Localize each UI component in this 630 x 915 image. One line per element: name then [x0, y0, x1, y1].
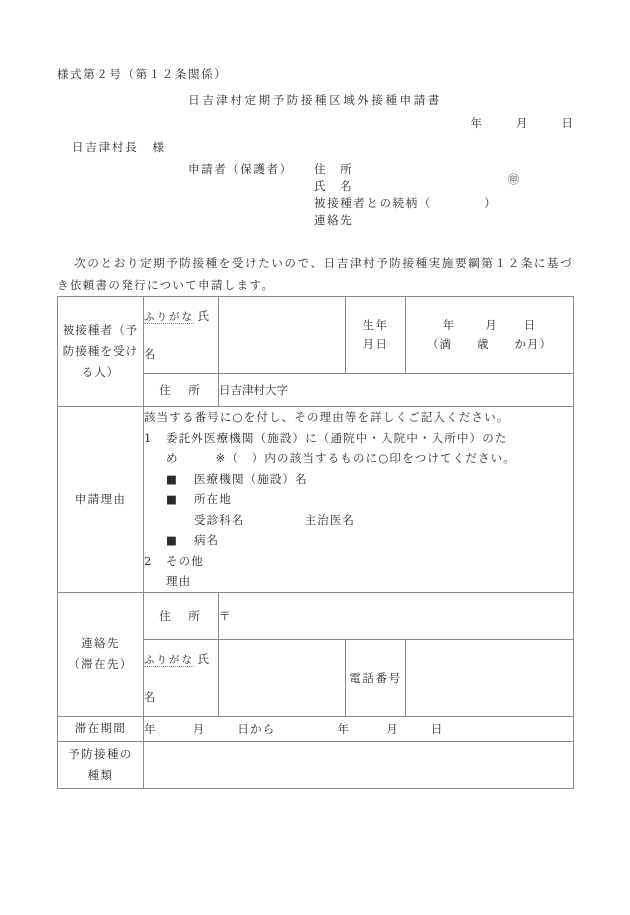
postal-code-symbol-icon: 〒	[219, 608, 232, 623]
bullet-square-icon-3: ■	[166, 533, 179, 547]
stay-from-month: 月	[192, 721, 206, 736]
table-row-stay-period	[58, 716, 574, 741]
recipient-dob-label-line1: 生年	[362, 318, 389, 332]
reason-item1-number: 1	[144, 430, 153, 445]
reason-item1-note-line	[144, 448, 573, 469]
vaccine-type-label-line1: 予防接種の	[68, 746, 133, 761]
vaccine-type-label-line2: 種類	[87, 767, 114, 782]
reason-item2	[144, 551, 573, 572]
recipient-name-input-cell[interactable]	[219, 297, 346, 374]
application-table	[57, 296, 574, 789]
date-line	[0, 115, 573, 131]
reason-sub2-line	[144, 489, 573, 510]
table-row-contact-address	[58, 592, 574, 639]
vaccine-type-label	[58, 741, 144, 788]
reason-item1-cont: め	[166, 451, 179, 465]
addressee-name: 日吉津村長	[72, 140, 139, 154]
stay-to-month: 月	[386, 721, 399, 736]
contact-furigana-name-label-cell	[144, 639, 231, 716]
applicant-relationship-label: 被接種者との続柄（ ）	[314, 196, 498, 210]
contact-label	[58, 592, 144, 716]
contact-label-line2: （滞在先）	[68, 657, 133, 671]
contact-tel-label: 電話番号	[346, 639, 406, 716]
recipient-dob-label	[346, 297, 406, 374]
applicant-address-label: 住 所	[314, 162, 354, 176]
table-row-vaccine-type	[58, 741, 574, 788]
reason-sub4: 病名	[194, 533, 220, 547]
bullet-square-icon-1: ■	[166, 471, 179, 486]
reason-sub3-right: 主治医名	[304, 512, 356, 527]
reason-item1-note: ※（ ）内の該当するものに○印をつけてください。	[215, 451, 516, 465]
document-title: 日吉津村定期予防接種区域外接種申請書	[188, 93, 442, 107]
addressee-honorific: 様	[152, 140, 166, 154]
reason-label: 申請理由	[58, 407, 144, 593]
vaccine-type-input[interactable]	[144, 741, 574, 788]
body-paragraph	[57, 252, 573, 296]
reason-item1	[144, 428, 573, 449]
recipient-name-label: 氏 名	[144, 309, 231, 361]
reason-sub3-line	[144, 510, 573, 531]
bullet-square-icon-2: ■	[166, 492, 179, 506]
date-year: 年	[470, 116, 482, 130]
addressee	[72, 139, 166, 155]
contact-furigana-label: ふりがな	[144, 653, 194, 666]
form-number: 様式第２号（第１２条関係）	[57, 67, 228, 81]
applicant-address-row	[188, 161, 497, 178]
recipient-address-label: 住 所	[144, 374, 219, 407]
stay-from-year: 年	[144, 721, 157, 736]
contact-furigana-name-label-stack	[144, 640, 231, 716]
stay-to-day: 日	[430, 721, 444, 736]
body-paragraph-text: 次のとおり定期予防接種を受けたいので、日吉津村予防接種実施要綱第１２条に基づき依頼書の発行について申請します。	[57, 256, 573, 292]
furigana-name-label-stack	[144, 297, 231, 373]
reason-item2-sub-line	[144, 571, 573, 592]
reason-sub2: 所在地	[194, 492, 232, 506]
seal-mark-icon: ㊞	[508, 173, 519, 186]
reason-content-cell[interactable]	[144, 407, 574, 593]
reason-instruction: 該当する番号に○を付し、その理由等を詳しくご記入ください。	[144, 410, 510, 424]
reason-item2-number: 2	[144, 553, 153, 568]
applicant-contact-row	[188, 212, 497, 229]
recipient-dob-day: 日	[523, 318, 537, 332]
applicant-block	[188, 161, 497, 229]
contact-label-line1: 連絡先	[81, 636, 120, 650]
stay-from-day: 日から	[237, 721, 276, 736]
contact-tel-input[interactable]	[406, 639, 574, 716]
date-day: 日	[561, 116, 573, 130]
applicant-name-row	[188, 178, 497, 195]
stay-period-label: 滞在期間	[58, 716, 144, 741]
recipient-dob-input-cell[interactable]	[406, 297, 574, 374]
stay-to-year: 年	[337, 721, 351, 736]
stay-period-input[interactable]	[144, 716, 574, 741]
contact-name-input-cell[interactable]	[219, 639, 346, 716]
recipient-dob-month: 月	[485, 318, 498, 332]
reason-sub4-line	[144, 530, 573, 551]
reason-item1-text: 委託外医療機関（施設）に（通院中・入院中・入所中）のた	[166, 430, 508, 445]
reason-sub1: 医療機関（施設）名	[194, 471, 308, 486]
table-row-reason	[58, 407, 574, 593]
contact-address-label: 住 所	[144, 592, 219, 639]
contact-address-input[interactable]	[219, 592, 574, 639]
reason-sub1-line	[144, 469, 573, 490]
recipient-age-text: （満 歳 か月）	[427, 337, 552, 351]
recipient-furigana-label: ふりがな	[144, 311, 194, 323]
reason-sub3-left: 受診科名	[194, 512, 245, 527]
applicant-contact-label: 連絡先	[314, 213, 354, 227]
recipient-furigana-name-label-cell	[144, 297, 231, 374]
date-month: 月	[516, 116, 528, 130]
applicant-role-label: 申請者（保護者）	[188, 162, 293, 176]
recipient-address-input[interactable]: 日吉津村大字	[219, 374, 574, 407]
recipient-dob-label-line2: 月日	[362, 337, 389, 351]
reason-item2-sub: 理由	[166, 574, 192, 588]
recipient-dob-year: 年	[442, 318, 456, 332]
table-row-recipient-name	[58, 297, 574, 374]
applicant-relationship-row	[188, 195, 497, 212]
recipient-label: 被接種者（予防接種を受ける人）	[58, 297, 144, 407]
contact-name-label: 氏 名	[144, 651, 231, 704]
reason-item2-text: その他	[166, 553, 204, 568]
applicant-name-label: 氏 名	[314, 179, 354, 193]
